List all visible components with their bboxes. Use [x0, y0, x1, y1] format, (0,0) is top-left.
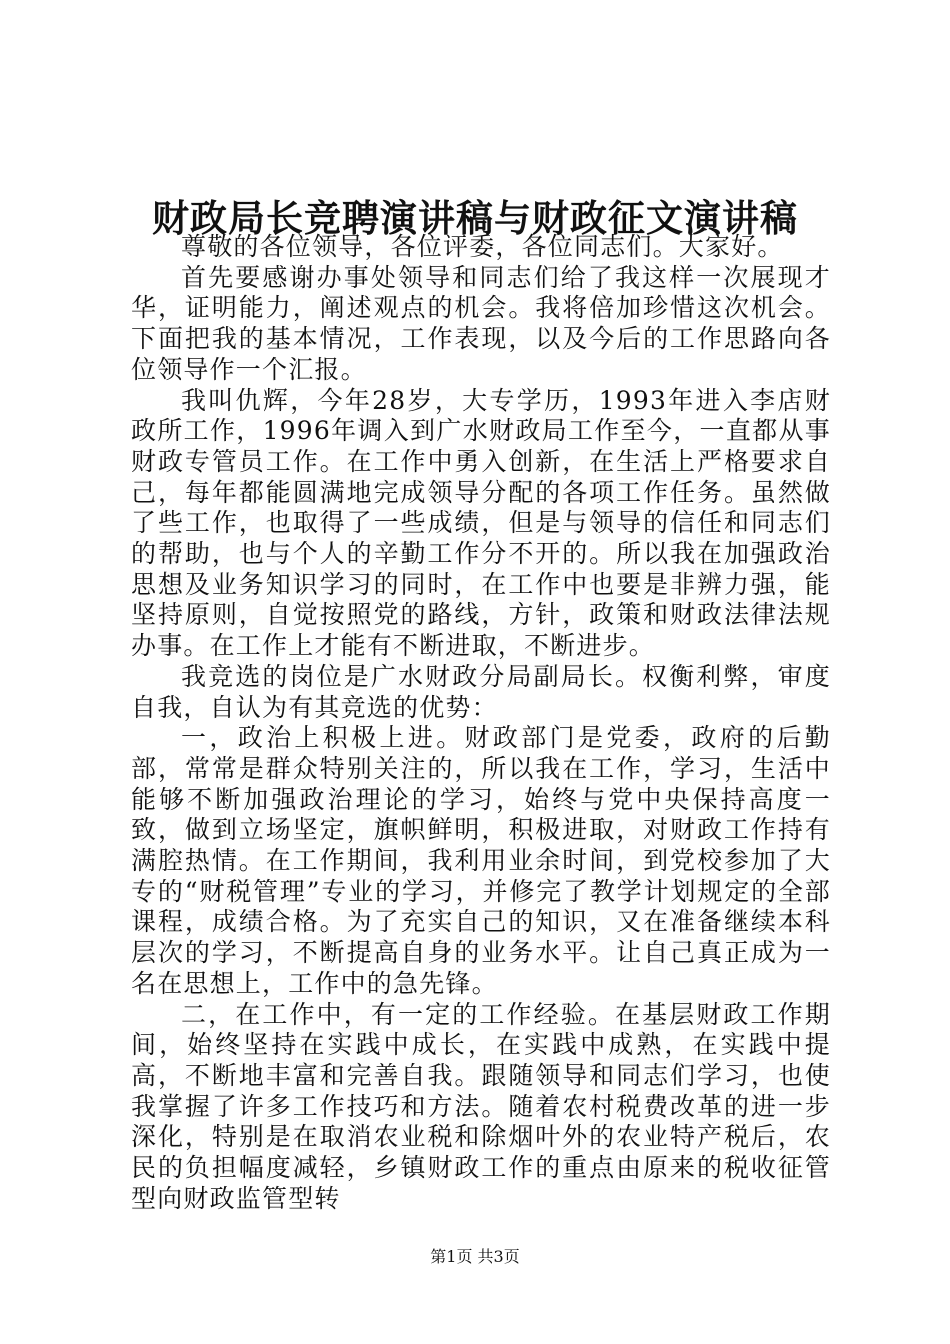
paragraph: 我竞选的岗位是广水财政分局副局长。权衡利弊，审度自我，自认为有其竞选的优势：	[131, 661, 831, 722]
paragraph: 我叫仇辉，今年28岁，大专学历，1993年进入李店财政所工作，1996年调入到广水财政局工作至今，一直都从事财政专管员工作。在工作中勇入创新，在生活上严格要求自己，每年都能圆满地完成领导分配的各项工作任务。虽然做了些工作，也取得了一些成绩，但是与领导的信任和同志们的帮助，也与个人的辛勤工作分不开的。所以我在加强政治思想及业务知识学习的同时，在工作中也要是非辨力强，能坚持原则，自觉按照党的路线，方针，政策和财政法律法规办事。在工作上才能有不断进取，不断进步。	[131, 385, 831, 661]
paragraph: 尊敬的各位领导，各位评委，各位同志们。大家好。	[181, 232, 784, 261]
paragraph: 一，政治上积极上进。财政部门是党委，政府的后勤部，常常是群众特别关注的，所以我在工作，学习，生活中能够不断加强政治理论的学习，始终与党中央保持高度一致，做到立场坚定，旗帜鲜明，积极进取，对财政工作持有满腔热情。在工作期间，我利用业余时间，到党校参加了大专的“财税管理”专业的学习，并修完了教学计划规定的全部课程，成绩合格。为了充实自己的知识，又在准备继续本科层次的学习，不断提高自身的业务水平。让自己真正成为一名在思想上，工作中的急先锋。	[131, 723, 831, 998]
document-body	[131, 232, 831, 1215]
page-number-footer: 第1页 共3页	[430, 1247, 520, 1266]
document-title: 财政局长竞聘演讲稿与财政征文演讲稿	[152, 196, 798, 240]
paragraph: 首先要感谢办事处领导和同志们给了我这样一次展现才华，证明能力，阐述观点的机会。我将倍加珍惜这次机会。下面把我的基本情况，工作表现，以及今后的工作思路向各位领导作一个汇报。	[131, 262, 831, 384]
paragraph: 二，在工作中，有一定的工作经验。在基层财政工作期间，始终坚持在实践中成长，在实践中成熟，在实践中提高，不断地丰富和完善自我。跟随领导和同志们学习，也使我掌握了许多工作技巧和方法。随着农村税费改革的进一步深化，特别是在取消农业税和除烟叶外的农业特产税后，农民的负担幅度减轻，乡镇财政工作的重点由原来的税收征管型向财政监管型转	[131, 999, 831, 1213]
